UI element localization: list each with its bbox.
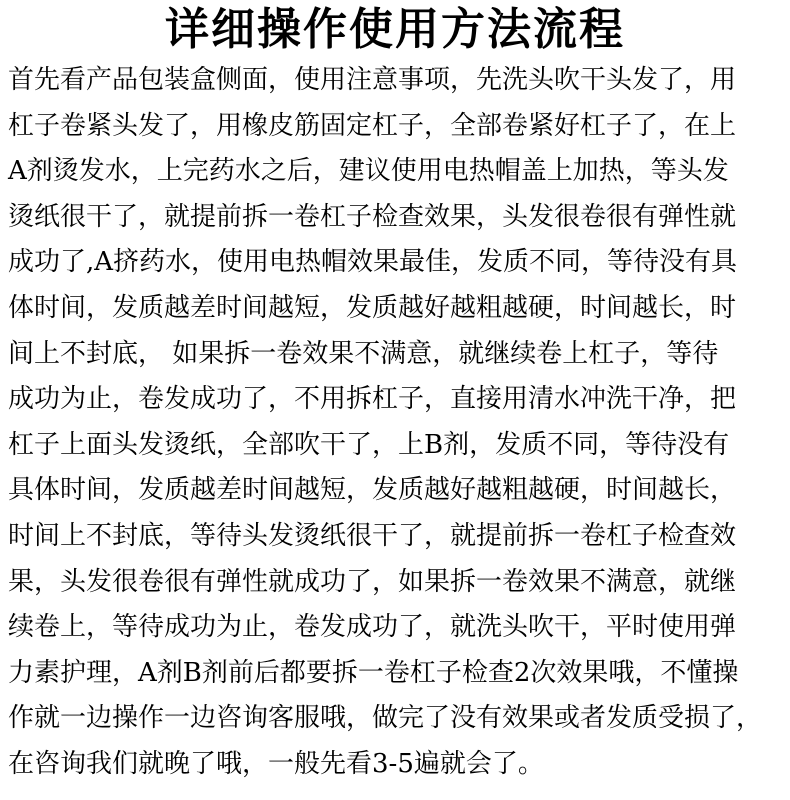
text-line: 具体时间，发质越差时间越短，发质越好越粗越硬，时间越长， (8, 475, 737, 506)
text-line: 作就一边操作一边咨询客服哦，做完了没有效果或者发质受损了， (8, 703, 763, 734)
text-line: 体时间，发质越差时间越短，发质越好越粗越硬，时间越长，时 (8, 292, 737, 323)
text-line: 果，头发很卷很有弹性就成功了，如果拆一卷效果不满意，就继 (8, 566, 737, 597)
text-line: 首先看产品包装盒侧面，使用注意事项，先洗头吹干头发了，用 (8, 65, 737, 95)
text-line: 杠子上面头发烫纸，全部吹干了，上B剂，发质不同，等待没有 (8, 429, 730, 460)
page-title: 详细操作使用方法流程 (165, 4, 625, 55)
instruction-text (8, 58, 788, 788)
text-line: 时间上不封底，等待头发烫纸很干了，就提前拆一卷杠子检查效 (8, 520, 737, 551)
text-line: 力素护理，A剂B剂前后都要拆一卷杠子检查2次效果哦，不懂操 (8, 657, 739, 688)
text-line: 杠子卷紧头发了，用橡皮筋固定杠子，全部卷紧好杠子了，在上 (8, 110, 737, 141)
text-line: 在咨询我们就晚了哦，一般先看3-5遍就会了。 (8, 748, 544, 779)
text-line: 成功了,A挤药水，使用电热帽效果最佳，发质不同，等待没有具 (8, 247, 738, 278)
text-line: A剂烫发水，上完药水之后，建议使用电热帽盖上加热，等头发 (8, 156, 729, 187)
text-line: 间上不封底， 如果拆一卷效果不满意，就继续卷上杠子，等待 (8, 338, 719, 369)
text-line: 烫纸很干了，就提前拆一卷杠子检查效果，头发很卷很有弹性就 (8, 201, 737, 232)
text-line: 成功为止，卷发成功了，不用拆杠子，直接用清水冲洗干净，把 (8, 384, 737, 415)
text-line: 续卷上，等待成功为止，卷发成功了，就洗头吹干，平时使用弹 (8, 612, 737, 643)
